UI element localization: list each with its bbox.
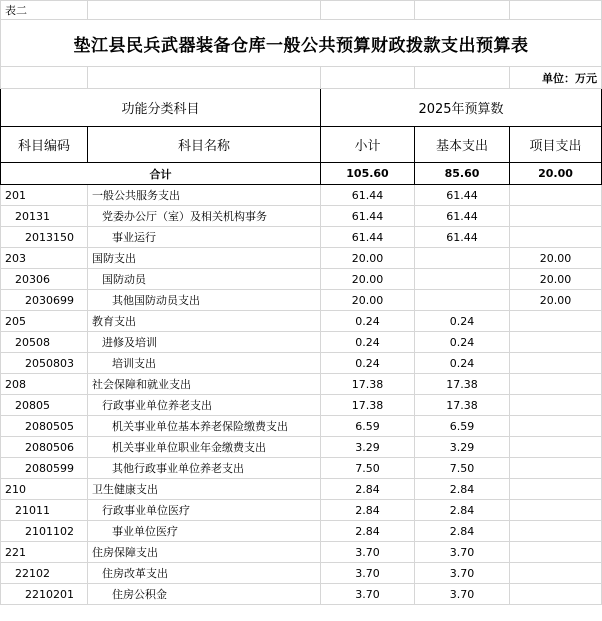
total-row: [1, 163, 602, 185]
subtotal-cell: 17.38: [321, 374, 415, 395]
table-row: [1, 563, 602, 584]
subtotal-cell: 2.84: [321, 479, 415, 500]
code-cell: 210: [1, 479, 88, 500]
table-row: [1, 416, 602, 437]
project-cell: [510, 500, 602, 521]
basic-cell: 0.24: [415, 311, 510, 332]
name-cell: 教育支出: [88, 311, 321, 332]
project-cell: [510, 332, 602, 353]
code-cell: 203: [1, 248, 88, 269]
table-row: [1, 500, 602, 521]
subtotal-cell: 2.84: [321, 500, 415, 521]
table-label: 表二: [1, 1, 88, 20]
table-row: [1, 206, 602, 227]
basic-cell: 3.70: [415, 563, 510, 584]
name-cell: 行政事业单位医疗: [88, 500, 321, 521]
subtotal-cell: 0.24: [321, 311, 415, 332]
subtotal-cell: 3.70: [321, 542, 415, 563]
table-row: [1, 395, 602, 416]
table-row: [1, 584, 602, 605]
project-cell: [510, 584, 602, 605]
table-row: [1, 290, 602, 311]
code-cell: 2050803: [1, 353, 88, 374]
name-cell: 培训支出: [88, 353, 321, 374]
project-header: 项目支出: [510, 127, 602, 163]
subtotal-cell: 6.59: [321, 416, 415, 437]
total-label: 合计: [1, 163, 321, 185]
name-cell: 进修及培训: [88, 332, 321, 353]
total-subtotal: 105.60: [321, 163, 415, 185]
subtotal-cell: 0.24: [321, 332, 415, 353]
table-row: [1, 542, 602, 563]
project-cell: [510, 206, 602, 227]
code-cell: 2101102: [1, 521, 88, 542]
name-cell: 其他国防动员支出: [88, 290, 321, 311]
basic-header: 基本支出: [415, 127, 510, 163]
page-title: 垫江县民兵武器装备仓库一般公共预算财政拨款支出预算表: [1, 20, 602, 67]
basic-cell: 2.84: [415, 500, 510, 521]
name-cell: 机关事业单位基本养老保险缴费支出: [88, 416, 321, 437]
basic-cell: 6.59: [415, 416, 510, 437]
subtotal-cell: 20.00: [321, 290, 415, 311]
project-cell: [510, 227, 602, 248]
subtotal-cell: 7.50: [321, 458, 415, 479]
name-cell: 卫生健康支出: [88, 479, 321, 500]
subtotal-cell: 3.70: [321, 584, 415, 605]
subtotal-cell: 20.00: [321, 248, 415, 269]
basic-cell: 17.38: [415, 374, 510, 395]
name-header: 科目名称: [88, 127, 321, 163]
name-cell: 其他行政事业单位养老支出: [88, 458, 321, 479]
basic-cell: 3.70: [415, 542, 510, 563]
code-cell: 2080505: [1, 416, 88, 437]
code-cell: 208: [1, 374, 88, 395]
basic-cell: 7.50: [415, 458, 510, 479]
project-cell: [510, 458, 602, 479]
table-row: [1, 269, 602, 290]
total-project: 20.00: [510, 163, 602, 185]
table-row: [1, 332, 602, 353]
project-cell: [510, 521, 602, 542]
project-cell: [510, 416, 602, 437]
table-row: [1, 479, 602, 500]
subtotal-cell: 20.00: [321, 269, 415, 290]
name-cell: 事业运行: [88, 227, 321, 248]
table-row: [1, 227, 602, 248]
table-row: [1, 458, 602, 479]
subtotal-cell: 3.70: [321, 563, 415, 584]
code-cell: 20131: [1, 206, 88, 227]
basic-cell: [415, 248, 510, 269]
budget-year-header: 2025年预算数: [321, 89, 602, 127]
project-cell: 20.00: [510, 290, 602, 311]
project-cell: [510, 542, 602, 563]
basic-cell: 61.44: [415, 206, 510, 227]
name-cell: 国防动员: [88, 269, 321, 290]
basic-cell: 2.84: [415, 521, 510, 542]
code-cell: 22102: [1, 563, 88, 584]
subtotal-cell: 61.44: [321, 227, 415, 248]
table-row: [1, 521, 602, 542]
code-cell: 2013150: [1, 227, 88, 248]
project-cell: [510, 185, 602, 206]
subtotal-cell: 61.44: [321, 185, 415, 206]
name-cell: 住房改革支出: [88, 563, 321, 584]
code-cell: 2080599: [1, 458, 88, 479]
project-cell: [510, 353, 602, 374]
name-cell: 事业单位医疗: [88, 521, 321, 542]
project-cell: [510, 563, 602, 584]
code-cell: 221: [1, 542, 88, 563]
code-cell: 2030699: [1, 290, 88, 311]
func-class-header: 功能分类科目: [1, 89, 321, 127]
subtotal-cell: 17.38: [321, 395, 415, 416]
project-cell: [510, 437, 602, 458]
basic-cell: 0.24: [415, 353, 510, 374]
basic-cell: 61.44: [415, 227, 510, 248]
name-cell: 国防支出: [88, 248, 321, 269]
name-cell: 住房公积金: [88, 584, 321, 605]
table-row: [1, 185, 602, 206]
project-cell: [510, 374, 602, 395]
unit-label: 单位：万元: [510, 67, 602, 89]
basic-cell: 2.84: [415, 479, 510, 500]
table-row: [1, 248, 602, 269]
basic-cell: 3.29: [415, 437, 510, 458]
subtotal-cell: 3.29: [321, 437, 415, 458]
table-row: [1, 437, 602, 458]
project-cell: [510, 311, 602, 332]
code-cell: 20805: [1, 395, 88, 416]
code-header: 科目编码: [1, 127, 88, 163]
table-row: [1, 374, 602, 395]
basic-cell: 3.70: [415, 584, 510, 605]
subtotal-cell: 0.24: [321, 353, 415, 374]
subtotal-cell: 61.44: [321, 206, 415, 227]
project-cell: 20.00: [510, 248, 602, 269]
code-cell: 2210201: [1, 584, 88, 605]
project-cell: 20.00: [510, 269, 602, 290]
name-cell: 社会保障和就业支出: [88, 374, 321, 395]
code-cell: 205: [1, 311, 88, 332]
basic-cell: 0.24: [415, 332, 510, 353]
project-cell: [510, 479, 602, 500]
code-cell: 20508: [1, 332, 88, 353]
project-cell: [510, 395, 602, 416]
name-cell: 行政事业单位养老支出: [88, 395, 321, 416]
name-cell: 住房保障支出: [88, 542, 321, 563]
subtotal-header: 小计: [321, 127, 415, 163]
basic-cell: [415, 269, 510, 290]
table-row: [1, 353, 602, 374]
subtotal-cell: 2.84: [321, 521, 415, 542]
code-cell: 2080506: [1, 437, 88, 458]
code-cell: 21011: [1, 500, 88, 521]
code-cell: 20306: [1, 269, 88, 290]
name-cell: 党委办公厅（室）及相关机构事务: [88, 206, 321, 227]
name-cell: 机关事业单位职业年金缴费支出: [88, 437, 321, 458]
basic-cell: 61.44: [415, 185, 510, 206]
code-cell: 201: [1, 185, 88, 206]
total-basic: 85.60: [415, 163, 510, 185]
basic-cell: 17.38: [415, 395, 510, 416]
name-cell: 一般公共服务支出: [88, 185, 321, 206]
basic-cell: [415, 290, 510, 311]
table-row: [1, 311, 602, 332]
